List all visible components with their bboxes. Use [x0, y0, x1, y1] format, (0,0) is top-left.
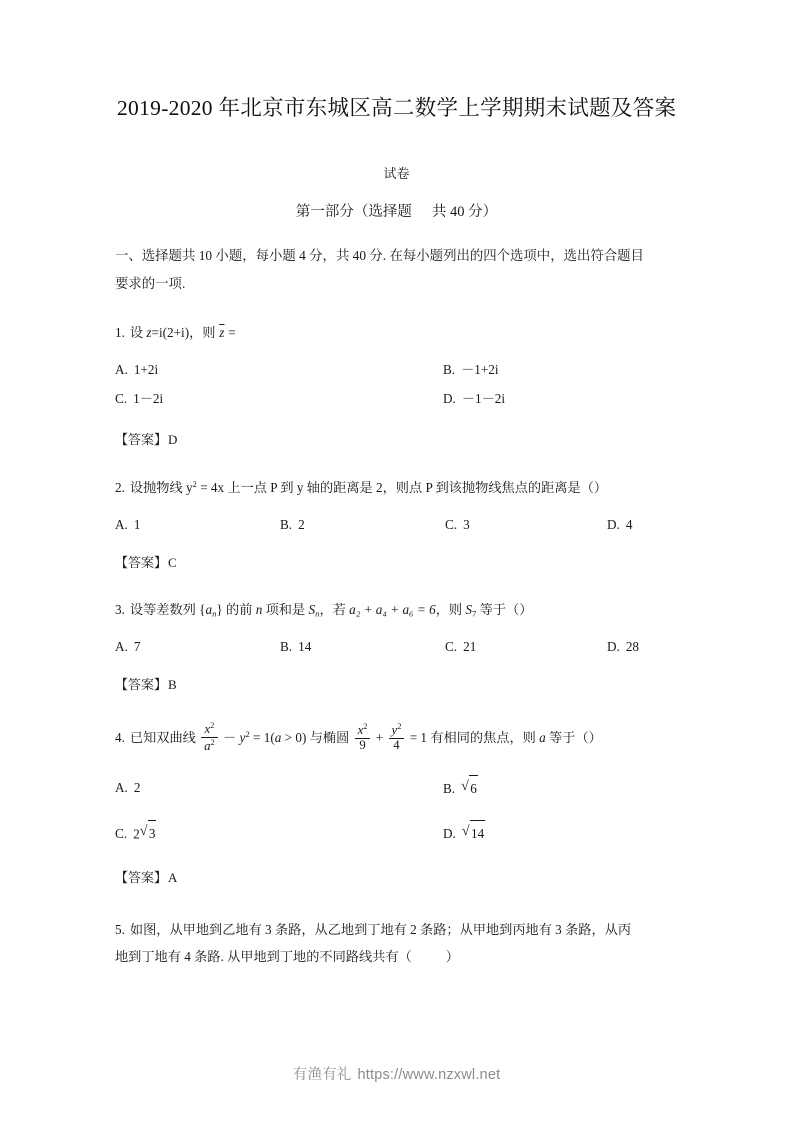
question-4-stem-b: － [219, 730, 240, 745]
option-b[interactable] [443, 775, 478, 801]
question-4-stem-d: > 0) 与椭圆 [281, 730, 353, 745]
watermark-brand: 有渔有礼 [292, 1067, 352, 1083]
question-4-stem-f: 等于（ [545, 730, 589, 745]
question-4-y: y [239, 730, 246, 745]
answer-value: C [168, 554, 177, 570]
question-1-variable: z [146, 325, 152, 341]
option-c-tag: C. [445, 639, 458, 655]
option-d-radicand: 14 [470, 820, 485, 846]
option-a-text: 1+2i [133, 362, 159, 378]
question-3-S-sub: n [315, 608, 320, 619]
question-1-number: 1. [115, 325, 125, 341]
question-3 [115, 596, 678, 697]
hyperbola-numerator-exp: 2 [210, 719, 215, 730]
answer-value: A [168, 870, 178, 886]
question-2 [115, 474, 678, 574]
watermark-url: https://www.nzxwl.net [357, 1067, 501, 1083]
hyperbola-denominator-exp: 2 [210, 736, 215, 747]
option-c-radical [140, 820, 157, 846]
question-3-stem-b: } 的前 [216, 602, 256, 618]
question-4-number: 4. [115, 730, 125, 745]
question-1-answer [115, 428, 678, 451]
ellipse-1-numerator: x [357, 722, 364, 737]
ellipse-1-denominator: 9 [359, 737, 366, 752]
option-b-text: －1+2i [461, 362, 499, 378]
answer-value: D [168, 432, 178, 448]
option-c[interactable] [445, 634, 476, 659]
question-1-options [115, 357, 678, 415]
question-3-terms: a₂ + a₄ + a₆ = 6 [349, 602, 436, 618]
option-d[interactable] [607, 512, 632, 537]
question-2-stem [115, 474, 678, 501]
question-4-stem-a: 已知双曲线 [129, 730, 200, 745]
option-a-text: 2 [133, 780, 141, 796]
question-5-stem-text-2: 地到丁地有 4 条路. 从甲地到丁地的不同路线共有（ [115, 948, 412, 964]
option-c-tag: C. [445, 516, 458, 532]
question-3-n: n [255, 602, 263, 618]
question-4-stem-g: ） [588, 730, 602, 745]
option-c[interactable] [115, 820, 156, 846]
instruction-line-2: 要求的一项. [115, 275, 186, 291]
question-2-equation: = 4x [196, 479, 228, 495]
ellipse-2-denominator: 4 [393, 737, 400, 752]
option-b-text: 14 [298, 639, 312, 655]
option-d-text: －1－2i [461, 391, 506, 407]
option-d-tag: D. [443, 391, 456, 407]
option-d-tag: D. [607, 639, 620, 655]
question-3-stem-g: ） [519, 602, 533, 618]
option-b-tag: B. [443, 362, 456, 378]
question-3-an-sub: n [212, 608, 217, 619]
option-b-tag: B. [280, 639, 293, 655]
part-heading-left: 第一部分（选择题 [295, 204, 412, 221]
question-4-stem-c: = 1( [249, 730, 275, 745]
question-4-options [115, 775, 678, 853]
question-4-a-var-2: a [539, 730, 546, 745]
option-c[interactable] [115, 386, 163, 411]
question-5-stem-text-1: 如图，从甲地到乙地有 3 条路，从乙地到丁地有 2 条路；从甲地到丙地有 3 条路，从丙 [129, 921, 632, 937]
option-a-text: 7 [133, 639, 141, 655]
exam-label: 试卷 [383, 166, 410, 182]
question-3-number: 3. [115, 602, 125, 618]
option-d-text: 28 [625, 639, 640, 655]
question-5-stem [115, 916, 678, 970]
question-3-options [115, 634, 678, 660]
question-4-y-exp: 2 [245, 728, 250, 739]
question-5-line-2 [115, 943, 678, 970]
option-a[interactable] [115, 512, 140, 537]
question-4-answer [115, 866, 678, 889]
question-2-stem-a: 设抛物线 [129, 479, 186, 495]
question-1-stem-mid: =i(2+i)，则 [151, 325, 219, 341]
hyperbola-numerator: x [204, 721, 211, 736]
option-c-text: 21 [463, 639, 477, 655]
option-c-tag: C. [115, 391, 128, 407]
question-2-answer [115, 551, 678, 574]
ellipse-2-numerator: y [391, 722, 398, 737]
option-b[interactable] [280, 634, 311, 659]
question-3-S: S [308, 602, 316, 618]
question-3-stem-e: ，则 [435, 602, 466, 618]
ellipse-fraction-2 [389, 722, 405, 753]
option-d-radical [462, 820, 485, 846]
option-b-radicand: 6 [469, 775, 478, 801]
question-1-stem-prefix: 设 [129, 325, 147, 341]
option-a-text: 1 [133, 516, 141, 532]
question-2-options [115, 512, 678, 538]
question-3-stem-d: ，若 [319, 602, 350, 618]
question-3-stem-a: 设等差数列 { [129, 602, 206, 618]
question-3-stem-f: 等于（ [476, 602, 520, 618]
option-a-tag: A. [115, 639, 128, 655]
ellipse-fraction-1 [355, 722, 371, 753]
option-b-text: 2 [298, 516, 305, 532]
question-2-number: 2. [115, 479, 125, 495]
answer-label: 【答案】 [115, 554, 168, 570]
question-2-y: y [185, 479, 193, 495]
option-d-tag: D. [607, 516, 620, 532]
footer-watermark [0, 1063, 793, 1084]
option-c-text: 3 [463, 516, 470, 532]
option-d[interactable] [607, 634, 639, 659]
option-c[interactable] [445, 512, 470, 537]
option-d-text: 4 [625, 516, 633, 532]
ellipse-1-numerator-exp: 2 [363, 720, 368, 731]
option-b-radical [461, 775, 478, 801]
question-4 [115, 719, 678, 890]
question-4-stem-e: = 1 有相同的焦点，则 [406, 730, 540, 745]
option-b-tag: B. [443, 781, 456, 797]
question-3-S7: S [465, 602, 472, 618]
question-3-an-base: a [205, 602, 213, 618]
question-3-answer [115, 673, 678, 696]
question-5 [115, 916, 678, 970]
question-5-stem-text-3: ） [445, 948, 459, 964]
answer-label: 【答案】 [115, 870, 168, 886]
page-title: 2019-2020 年北京市东城区高二数学上学期期末试题及答案 [117, 96, 677, 120]
question-2-stem-b: 上一点 P 到 y 轴的距离是 2，则点 P 到该抛物线焦点的距离是（ [227, 479, 594, 495]
option-c-radicand: 3 [148, 820, 157, 846]
question-3-S7-sub: 7 [471, 608, 477, 619]
instruction-line-1: 一、选择题共 10 小题，每小题 4 分，共 40 分. 在每小题列出的四个选项中，选出符合题目 [115, 248, 644, 264]
option-b-tag: B. [280, 516, 293, 532]
option-a[interactable] [115, 357, 158, 382]
option-d-tag: D. [443, 826, 456, 842]
question-1 [115, 319, 678, 451]
part-heading [115, 201, 678, 224]
answer-value: B [168, 677, 177, 693]
part-heading-right: 共 40 分） [431, 204, 498, 221]
option-d[interactable] [443, 386, 505, 411]
question-1-stem-suffix: = [224, 325, 236, 341]
question-5-number: 5. [115, 921, 125, 937]
option-b[interactable] [443, 357, 499, 382]
question-2-stem-c: ） [593, 479, 608, 495]
option-a[interactable] [115, 634, 140, 659]
option-c-tag: C. [115, 826, 128, 842]
question-4-a-var: a [274, 730, 282, 745]
question-4-plus: + [372, 730, 387, 745]
option-a[interactable] [115, 775, 140, 800]
ellipse-2-numerator-exp: 2 [397, 720, 402, 731]
hyperbola-denominator: a [204, 738, 211, 753]
option-a-tag: A. [115, 516, 128, 532]
hyperbola-fraction [201, 721, 218, 753]
question-5-line-1 [115, 916, 678, 943]
question-2-exponent: 2 [192, 478, 197, 489]
option-a-tag: A. [115, 362, 128, 378]
answer-label: 【答案】 [115, 432, 168, 448]
section-instruction [115, 242, 678, 297]
option-d[interactable] [443, 820, 485, 846]
question-3-stem [115, 596, 678, 623]
question-4-stem [115, 719, 678, 755]
option-c-coefficient: 2 [133, 826, 140, 842]
option-c-text: 1－2i [133, 391, 164, 407]
option-a-tag: A. [115, 780, 128, 796]
answer-label: 【答案】 [115, 677, 168, 693]
option-b[interactable] [280, 512, 305, 537]
question-1-stem [115, 319, 678, 346]
document-content [115, 92, 678, 970]
question-1-conjugate: $\overline{z}$ [219, 325, 225, 341]
question-3-stem-c: 项和是 [262, 602, 309, 618]
